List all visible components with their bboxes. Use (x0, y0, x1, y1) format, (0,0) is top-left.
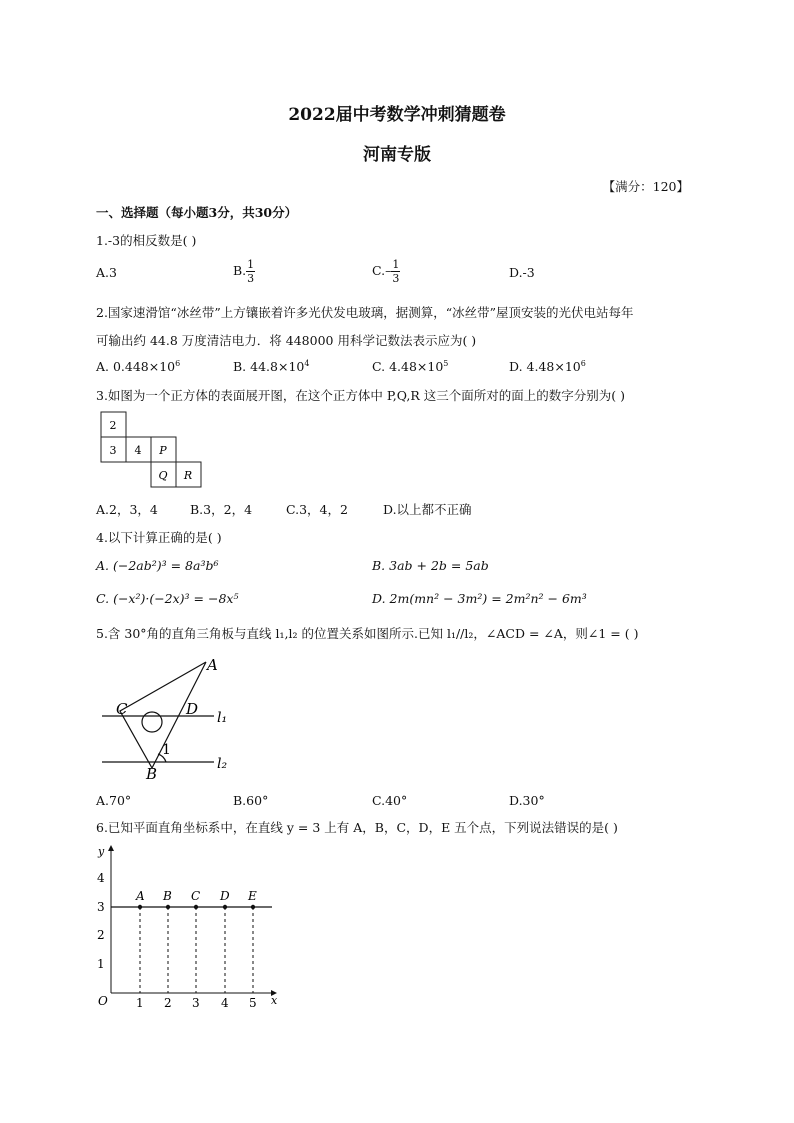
q2-stem-line1: 2.国家速滑馆“冰丝带”上方镶嵌着许多光伏发电玻璃，据测算，“冰丝带”屋顶安装的光伏电站每年 (96, 305, 634, 320)
origin-label: O (98, 994, 108, 1008)
q2-option-b-base: B. 44.8×10 (233, 359, 305, 375)
q3-stem: 3.如图为一个正方体的表面展开图，在这个正方体中 P,Q,R 这三个面所对的面上的数字分别为( ) (96, 388, 625, 403)
q1-option-d: D.-3 (509, 265, 535, 280)
q4-option-b: B. 3ab + 2b = 5ab (372, 558, 489, 573)
page-subtitle: 河南专版 (363, 145, 431, 165)
y-tick-1: 1 (97, 957, 105, 971)
y-tick-4: 4 (97, 871, 105, 885)
label-l1: l₁ (217, 710, 228, 726)
numerator: 1 (247, 258, 255, 271)
q1-option-b-prefix: B. (233, 263, 247, 278)
q3-option-d: D.以上都不正确 (383, 502, 472, 517)
numerator: 1 (392, 258, 400, 271)
label-d: D (186, 700, 199, 718)
label-c: C (116, 700, 128, 718)
label-l2: l₂ (217, 756, 228, 772)
q2-option-a-exponent: 6 (175, 359, 181, 368)
point-e-label: E (248, 889, 257, 903)
label-angle-1: 1 (162, 742, 171, 758)
q2-option-a (96, 359, 180, 374)
label-b: B (146, 765, 158, 783)
q2-option-c-base: C. 4.48×10 (372, 359, 444, 375)
cube-face-r: R (183, 469, 193, 482)
x-tick-5: 5 (249, 996, 257, 1010)
full-score: 【满分：120】 (602, 179, 689, 194)
q4-stem: 4.以下计算正确的是( ) (96, 530, 222, 545)
q1-option-c (372, 258, 400, 285)
q6-stem: 6.已知平面直角坐标系中，在直线 y = 3 上有 A，B，C，D，E 五个点，下列说法错误的是( ) (96, 820, 618, 835)
cube-face-4: 4 (134, 444, 142, 457)
section-heading: 一、选择题（每小题3分，共30分） (96, 205, 298, 220)
q1-option-c-fraction (391, 258, 400, 285)
q3-option-a: A.2，3，4 (96, 502, 158, 517)
q4-option-c: C. (−x²)·(−2x)³ = −8x⁵ (96, 591, 239, 606)
coordinate-figure (90, 840, 290, 1015)
q2-option-b-exponent: 4 (304, 359, 310, 368)
q4-option-a: A. (−2ab²)³ = 8a³b⁶ (96, 558, 219, 573)
point-a-label: A (136, 889, 145, 903)
y-tick-3: 3 (97, 900, 105, 914)
q2-option-d-exponent: 6 (580, 359, 586, 368)
denominator: 3 (247, 272, 255, 285)
q2-option-a-base: A. 0.448×10 (96, 359, 176, 375)
q5-option-c: C.40° (372, 793, 408, 808)
q5-option-a: A.70° (96, 793, 132, 808)
x-tick-3: 3 (192, 996, 200, 1010)
q5-stem: 5.含 30°角的直角三角板与直线 l₁,l₂ 的位置关系如图所示.已知 l₁//l₂，∠ACD = ∠A，则∠1 = ( ) (96, 626, 639, 641)
cube-face-2: 2 (109, 419, 117, 432)
q1-option-c-prefix: C.– (372, 263, 392, 278)
point-b-label: B (163, 889, 172, 903)
page-title: 2022届中考数学冲刺猜题卷 (288, 105, 506, 125)
triangle-lines-figure (96, 650, 246, 786)
x-tick-1: 1 (136, 996, 144, 1010)
label-a: A (207, 656, 218, 674)
q2-option-b (233, 359, 309, 374)
q2-option-d-base: D. 4.48×10 (509, 359, 581, 375)
q3-option-b: B.3，2，4 (190, 502, 253, 517)
y-axis-label: y (98, 845, 105, 858)
cube-net-figure (99, 410, 209, 492)
y-tick-2: 2 (97, 928, 105, 942)
q3-option-c: C.3，4，2 (286, 502, 348, 517)
cube-face-3: 3 (109, 444, 117, 457)
q2-stem-line2: 可输出约 44.8 万度清洁电力．将 448000 用科学记数法表示应为( ) (96, 333, 477, 348)
x-axis-label: x (271, 994, 278, 1007)
denominator: 3 (392, 272, 400, 285)
q1-option-b-fraction (246, 258, 255, 285)
q5-option-d: D.30° (509, 793, 545, 808)
x-tick-4: 4 (221, 996, 229, 1010)
point-d-label: D (220, 889, 230, 903)
q2-option-c-exponent: 5 (443, 359, 449, 368)
q1-option-a: A.3 (96, 265, 117, 280)
x-tick-2: 2 (164, 996, 172, 1010)
point-c-label: C (191, 889, 201, 903)
q4-option-d: D. 2m(mn² − 3m²) = 2m²n² − 6m³ (372, 591, 587, 606)
q1-option-b (233, 258, 255, 285)
cube-face-q: Q (158, 469, 168, 482)
cube-face-p: P (159, 444, 167, 457)
q2-option-c (372, 359, 448, 374)
q2-option-d (509, 359, 586, 374)
q5-option-b: B.60° (233, 793, 269, 808)
q1-stem: 1.-3的相反数是( ) (96, 233, 197, 248)
